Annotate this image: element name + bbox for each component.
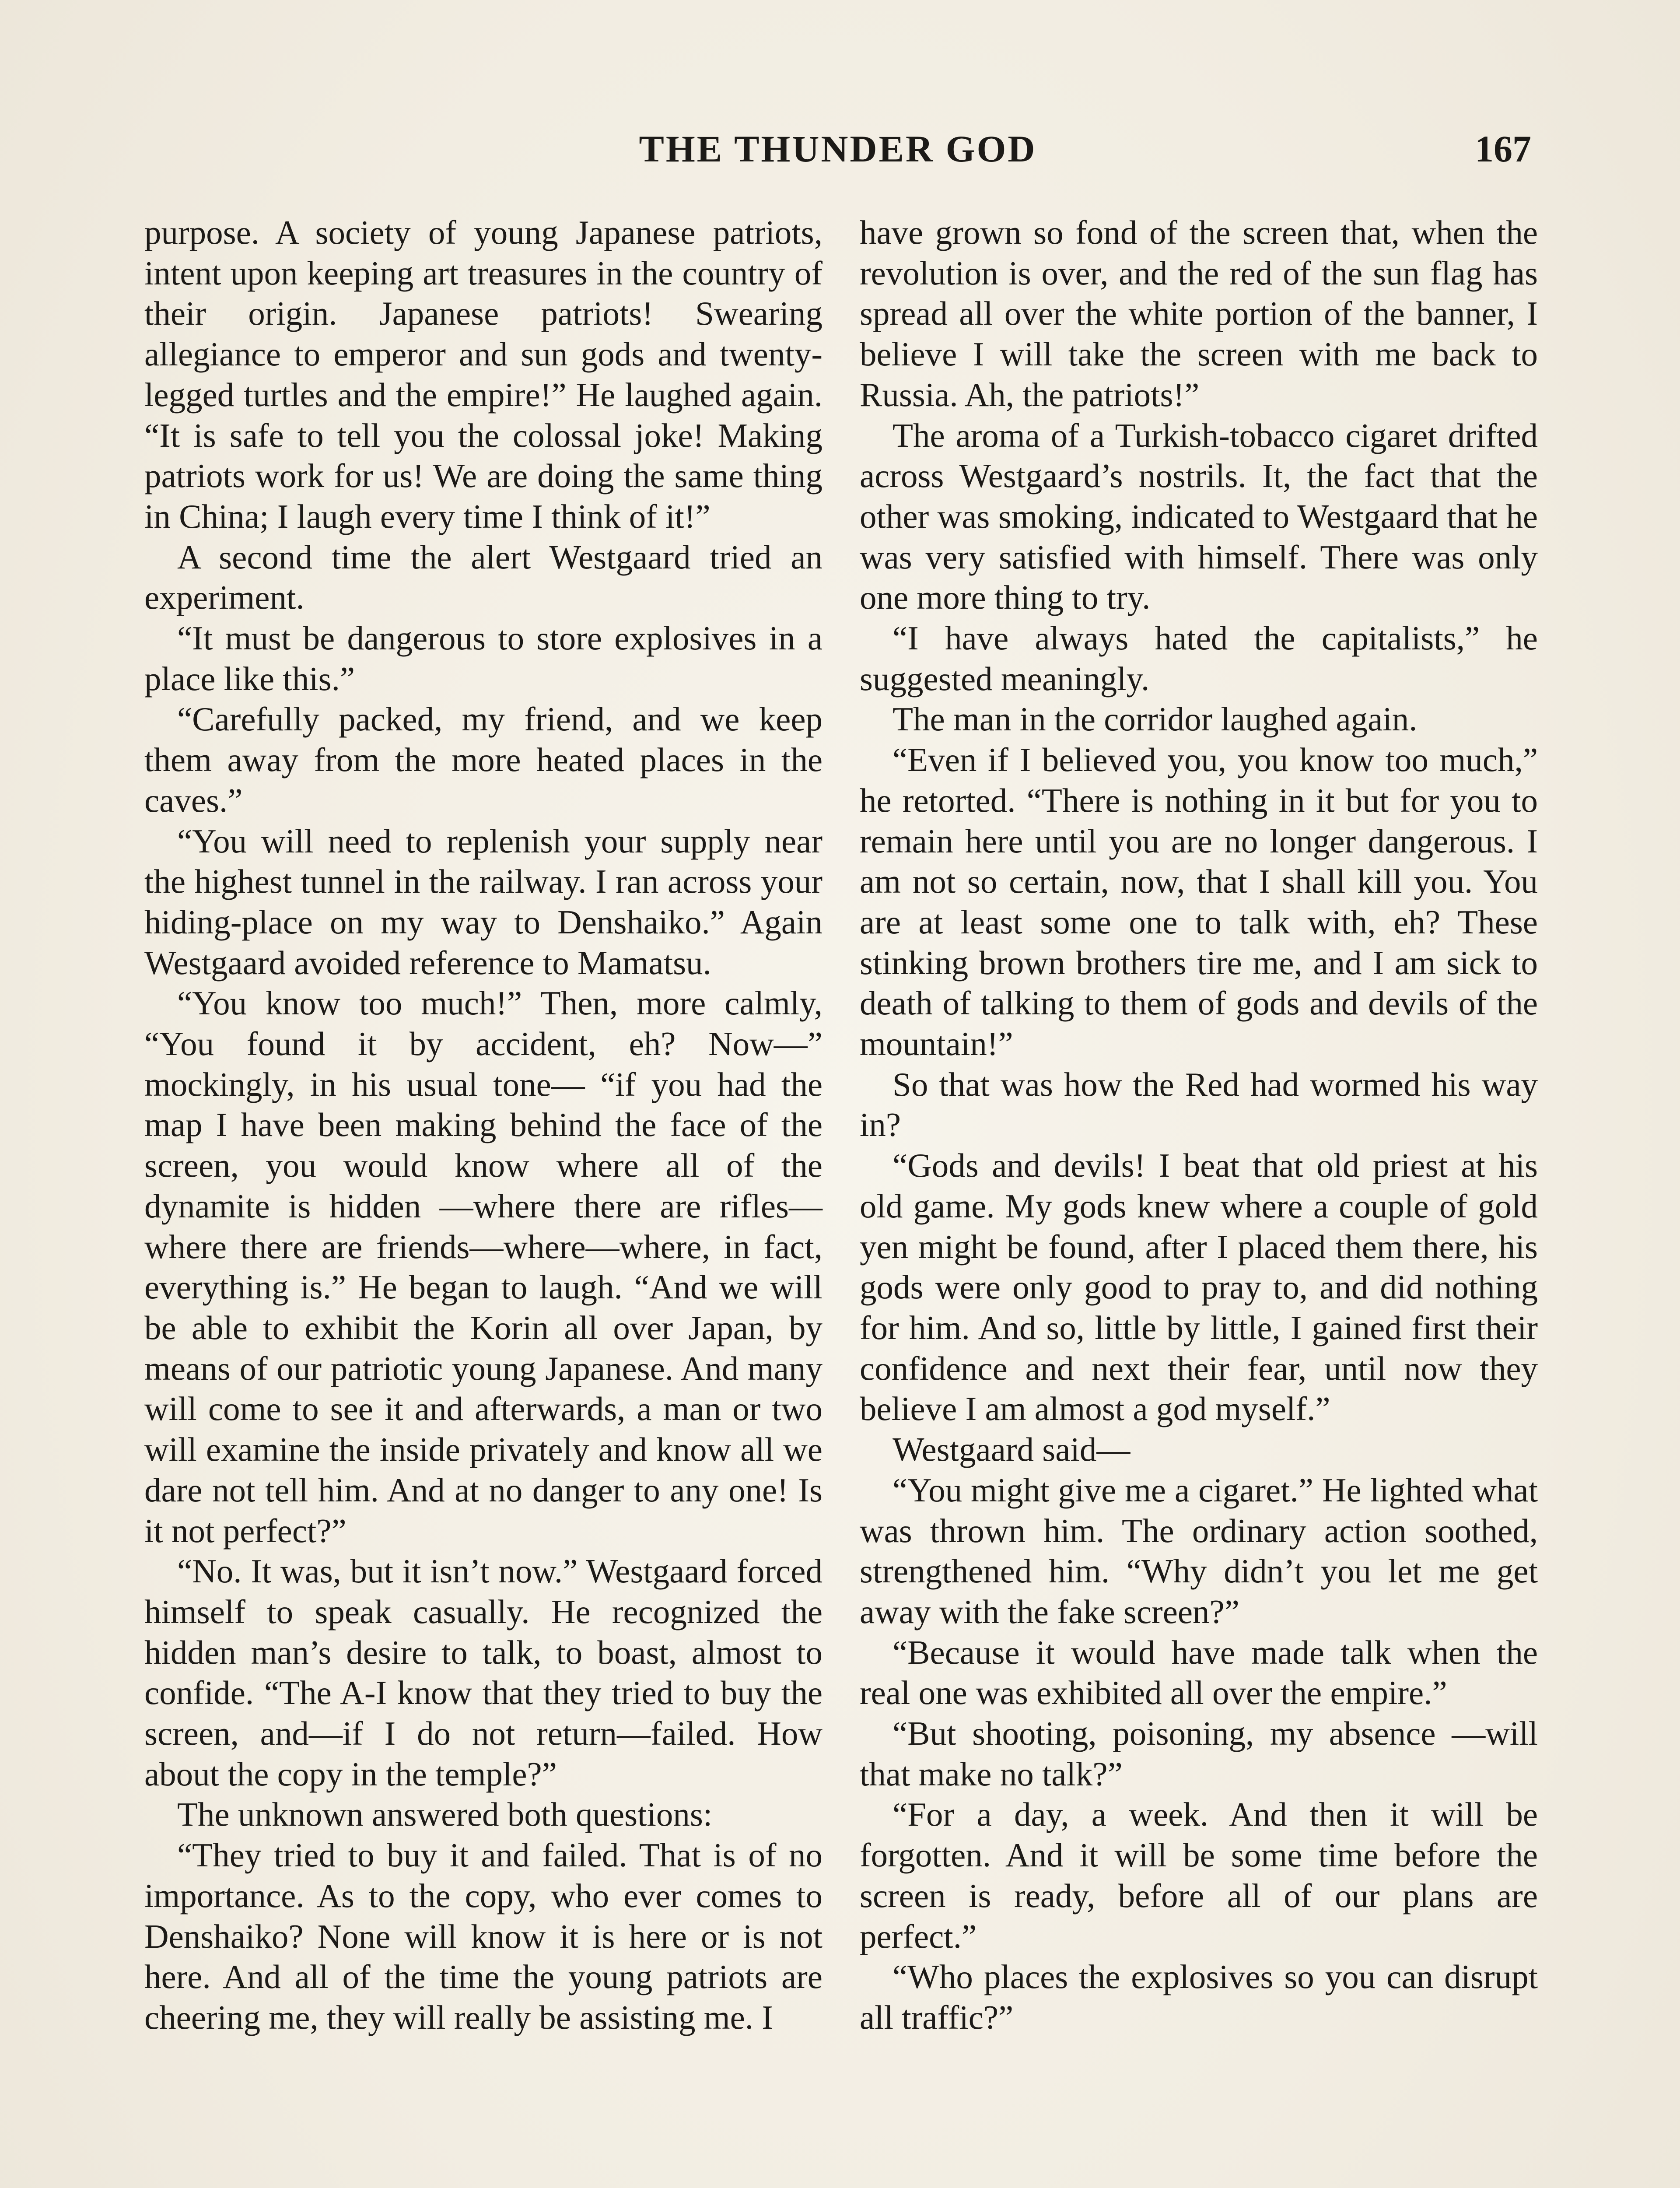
paragraph: “Who places the explosives so you can disrupt all traffic?” (860, 1958, 1538, 2036)
paragraph: “You will need to replenish your supply near the highest tunnel in the railway. I ran across your hiding-place on my way to Denshaiko.” Again Westgaard avoided reference to Mamatsu. (144, 822, 822, 982)
paragraph: “Even if I believed you, you know too much,” he retorted. “There is nothing in it but for you to remain here until you are no longer dangerous. I am not so certain, now, that I shall kill you. You are at least some one to talk with, eh? These stinking brown brothers tire me, and I am sick to death of talking to them of gods and devils of the mountain!” (860, 741, 1538, 1063)
paragraph: The unknown answered both questions: (177, 1795, 713, 1834)
paragraph: Westgaard said— (892, 1431, 1130, 1469)
paragraph: “Carefully packed, my friend, and we keep them away from the more heated places in the caves.” (144, 700, 822, 819)
paragraph: “They tried to buy it and failed. That is of no importance. As to the copy, who ever comes to Denshaiko? None will know it is here or is not here. And all of the time the young patriots are cheering me, they will really be assisting me. I (144, 1836, 822, 2036)
paragraph: have grown so fond of the screen that, when the revolution is over, and the red of the sun flag has spread all over the white portion of the banner, I believe I will take the screen with me back to Russia. Ah, the patriots!” (860, 214, 1538, 414)
running-title: THE THUNDER GOD (639, 128, 1037, 170)
paragraph: “You might give me a cigaret.” He lighted what was thrown him. The ordinary action soothed, strengthened him. “Why didn’t you let me get away with the fake screen?” (860, 1471, 1538, 1630)
paragraph: The aroma of a Turkish-tobacco cigaret drifted across Westgaard’s nostrils. It, the fact that the other was smoking, indicated to Westgaard that he was very satisfied with himself. There was only one more thing to try. (860, 416, 1538, 617)
paragraph: “Gods and devils! I beat that old priest at his old game. My gods knew where a couple of gold yen might be found, after I placed them there, his gods were only good to pray to, and did nothing for him. And so, little by little, I gained first their confidence and next their fear, until now they believe I am almost a god myself.” (860, 1147, 1538, 1428)
paragraph: purpose. A society of young Japanese patriots, intent upon keeping art treasures in the country of their origin. Japanese patriots! Swearing allegiance to emperor and sun gods and twenty-legged turtles and the empire!” He laughed again. “It is safe to tell you the colossal joke! Making patriots work for us! We are doing the same thing in China; I laugh every time I think of it!” (144, 214, 822, 535)
left-column (144, 212, 822, 2038)
running-header (144, 127, 1531, 175)
paragraph: So that was how the Red had wormed his way in? (860, 1065, 1538, 1144)
paragraph: “You know too much!” Then, more calmly, “You found it by accident, eh? Now—” mockingly, in his usual tone— “if you had the map I have been making behind the face of the screen, you would know where all of the dynamite is hidden —where there are rifles—where there are friends—where—where, in fact, everything is.” He began to laugh. “And we will be able to exhibit the Korin all over Japan, by means of our patriotic young Japanese. And many will come to see it and afterwards, a man or two will examine the inside privately and know all we dare not tell him. And at no danger to any one! Is it not perfect?” (144, 984, 822, 1550)
paragraph: “Because it would have made talk when the real one was exhibited all over the empire.” (860, 1633, 1538, 1712)
paragraph: “No. It was, but it isn’t now.” Westgaard forced himself to speak casually. He recognized the hidden man’s desire to talk, to boast, almost to confide. “The A-I know that they tried to buy the screen, and—if I do not return—failed. How about the copy in the temple?” (144, 1552, 822, 1793)
paragraph: “It must be dangerous to store explosives in a place like this.” (144, 619, 822, 698)
page-number: 167 (1475, 128, 1531, 170)
right-column (860, 212, 1538, 2038)
paragraph: “But shooting, poisoning, my absence —will that make no talk?” (860, 1715, 1538, 1793)
paragraph: “I have always hated the capitalists,” he suggested meaningly. (860, 619, 1538, 698)
paragraph: The man in the corridor laughed again. (892, 700, 1418, 738)
paragraph: “For a day, a week. And then it will be forgotten. And it will be some time before the screen is ready, before all of our plans are perfect.” (860, 1795, 1538, 1955)
paragraph: A second time the alert Westgaard tried an experiment. (144, 538, 822, 617)
